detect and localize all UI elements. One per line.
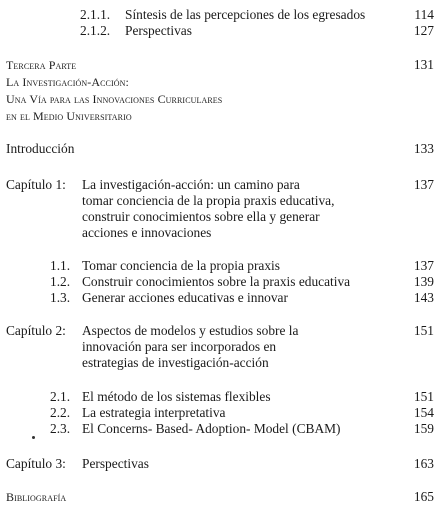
section-title: Construir conocimientos sobre la praxis educativa [82, 274, 351, 289]
chapter3-page: 163 [413, 456, 434, 471]
section-title: El Concerns- Based- Adoption- Model (CBAM) [82, 421, 341, 436]
section-num: 1.3. [50, 290, 71, 305]
section-page: 143 [413, 290, 434, 305]
intro-title: Introducción [6, 141, 75, 156]
chapter2-label: Capítulo 2: [6, 323, 66, 338]
bibliography-page: 165 [413, 489, 434, 504]
chapter2-title-line: innovación para ser incorporados en [82, 339, 277, 354]
section-num: 2.3. [50, 421, 71, 436]
chapter2-title-line: estrategias de investigación-acción [82, 355, 269, 370]
section-title: La estrategia interpretativa [82, 405, 226, 420]
section-num: 2.1. [50, 389, 71, 404]
section-page: 154 [413, 405, 434, 420]
chapter1-title-line: La investigación-acción: un camino para [82, 177, 300, 192]
part-heading-line: en el Medio Universitario [6, 109, 132, 123]
section-num: 2.2. [50, 405, 71, 420]
part-heading-line: Tercera Parte [6, 58, 77, 72]
chapter1-title-line: acciones e innovaciones [82, 225, 212, 240]
toc-entry-title: Síntesis de las percepciones de los egresados [125, 7, 366, 22]
section-title: Generar acciones educativas e innovar [82, 290, 288, 305]
toc-entry-title: Perspectivas [125, 23, 192, 38]
chapter1-label: Capítulo 1: [6, 177, 66, 192]
chapter2-title-line: Aspectos de modelos y estudios sobre la [82, 323, 299, 338]
section-page: 151 [413, 389, 434, 404]
section-page: 159 [413, 421, 434, 436]
part-heading-line: Una Vía para las Innovaciones Curriculares [6, 92, 223, 106]
toc-entry-page: 127 [413, 23, 434, 38]
chapter1-page: 137 [413, 177, 434, 192]
toc-entry-num: 2.1.2. [80, 23, 111, 38]
part-page: 131 [413, 57, 434, 72]
section-num: 1.1. [50, 258, 71, 273]
bibliography-title: Bibliografía [6, 490, 67, 504]
toc-entry-num: 2.1.1. [80, 7, 111, 22]
section-page: 139 [413, 274, 434, 289]
chapter3-label: Capítulo 3: [6, 456, 66, 471]
chapter2-page: 151 [413, 323, 434, 338]
section-title: El método de los sistemas flexibles [82, 389, 271, 404]
section-page: 137 [413, 258, 434, 273]
chapter1-title-line: construir conocimientos sobre ella y generar [82, 209, 320, 224]
section-title: Tomar conciencia de la propia praxis [82, 258, 280, 273]
toc-entry-page: 114 [414, 7, 434, 22]
part-heading-line: La Investigación-Acción: [6, 75, 129, 89]
chapter1-title-line: tomar conciencia de la propia praxis educativa, [82, 193, 335, 208]
intro-page: 133 [413, 141, 434, 156]
chapter3-title: Perspectivas [82, 456, 149, 471]
section-num: 1.2. [50, 274, 71, 289]
scan-speck [32, 436, 35, 439]
